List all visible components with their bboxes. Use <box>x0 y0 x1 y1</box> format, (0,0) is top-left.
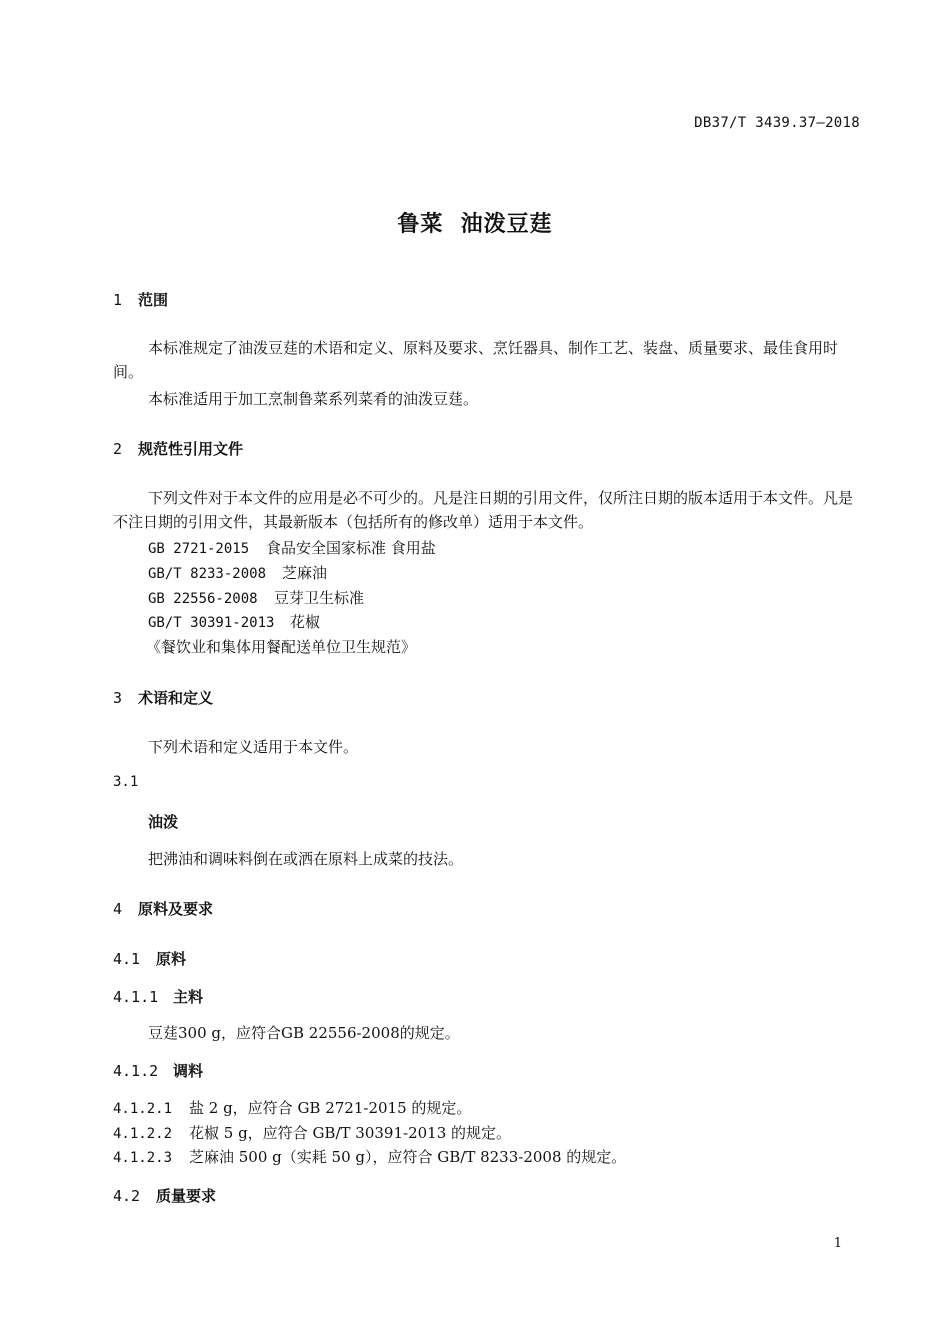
reference-item: 《餐饮业和集体用餐配送单位卫生规范》 <box>146 638 417 656</box>
reference-item <box>148 587 364 608</box>
reference-code: GB/T 30391-2013 <box>148 615 275 631</box>
section-2-heading <box>113 438 243 459</box>
subsection-4-1-heading <box>113 948 186 969</box>
section-number: 2 <box>113 440 123 458</box>
scope-paragraph-1: 本标准规定了油泼豆莛的术语和定义、原料及要求、烹饪器具、制作工艺、装盘、质量要求、最佳食用时间。 <box>113 339 839 381</box>
reference-name: 食品安全国家标准 食用盐 <box>266 539 436 557</box>
reference-name: 豆芽卫生标准 <box>274 589 365 607</box>
reference-name: 芝麻油 <box>282 564 328 582</box>
section-title: 术语和定义 <box>138 689 214 707</box>
reference-item <box>148 562 327 583</box>
reference-code: GB 22556-2008 <box>148 591 258 607</box>
standard-code: DB37/T 3439.37—2018 <box>694 115 860 131</box>
item-text: 芝麻油 500 g（实耗 50 g），应符合 GB/T 8233-2008 的规定。 <box>189 1148 627 1166</box>
section-number: 4.2 <box>113 1187 141 1205</box>
subsection-4-1-2-heading <box>113 1060 203 1081</box>
page-number: 1 <box>833 1236 842 1251</box>
seasoning-item <box>113 1097 471 1118</box>
section-1-heading <box>113 289 168 310</box>
reference-code: GB/T 8233-2008 <box>148 566 267 582</box>
section-number: 4 <box>113 900 123 918</box>
item-text: 花椒 5 g，应符合 GB/T 30391-2013 的规定。 <box>189 1124 512 1142</box>
references-intro: 下列文件对于本文件的应用是必不可少的。凡是注日期的引用文件，仅所注日期的版本适用于本文件。凡是不注日期的引用文件，其最新版本（包括所有的修改单）适用于本文件。 <box>113 489 854 531</box>
reference-name: 花椒 <box>290 613 321 631</box>
section-number: 4.1.2 <box>113 1062 159 1080</box>
section-number: 4.1.1 <box>113 988 159 1006</box>
section-title: 质量要求 <box>156 1187 217 1205</box>
term-name: 油泼 <box>148 813 179 831</box>
item-number: 4.1.2.1 <box>113 1101 173 1117</box>
section-title: 范围 <box>138 291 169 309</box>
reference-code: GB 2721-2015 <box>148 541 250 557</box>
item-number: 4.1.2.3 <box>113 1150 173 1166</box>
scope-paragraph-2: 本标准适用于加工烹制鲁菜系列菜肴的油泼豆莛。 <box>148 390 479 408</box>
item-number: 4.1.2.2 <box>113 1126 173 1142</box>
section-title: 规范性引用文件 <box>138 440 244 458</box>
section-title: 原料 <box>156 950 187 968</box>
term-number: 3.1 <box>113 774 139 790</box>
section-number: 3 <box>113 689 123 707</box>
section-title: 调料 <box>173 1062 204 1080</box>
term-definition: 把沸油和调味料倒在或洒在原料上成菜的技法。 <box>148 850 464 868</box>
item-text: 盐 2 g，应符合 GB 2721-2015 的规定。 <box>189 1099 472 1117</box>
section-title: 原料及要求 <box>138 900 214 918</box>
document-title: 鲁菜 油泼豆莛 <box>397 212 553 237</box>
seasoning-item <box>113 1146 626 1167</box>
section-number: 1 <box>113 291 123 309</box>
subsection-4-1-1-heading <box>113 986 203 1007</box>
section-4-heading <box>113 898 213 919</box>
section-title: 主料 <box>173 988 204 1006</box>
main-ingredient-text: 豆莛300 g，应符合GB 22556-2008的规定。 <box>148 1024 460 1042</box>
subsection-4-2-heading <box>113 1185 216 1206</box>
terms-intro: 下列术语和定义适用于本文件。 <box>148 738 359 756</box>
reference-item <box>148 537 436 558</box>
section-number: 4.1 <box>113 950 141 968</box>
seasoning-item <box>113 1122 511 1143</box>
section-3-heading <box>113 687 213 708</box>
reference-item <box>148 611 320 632</box>
